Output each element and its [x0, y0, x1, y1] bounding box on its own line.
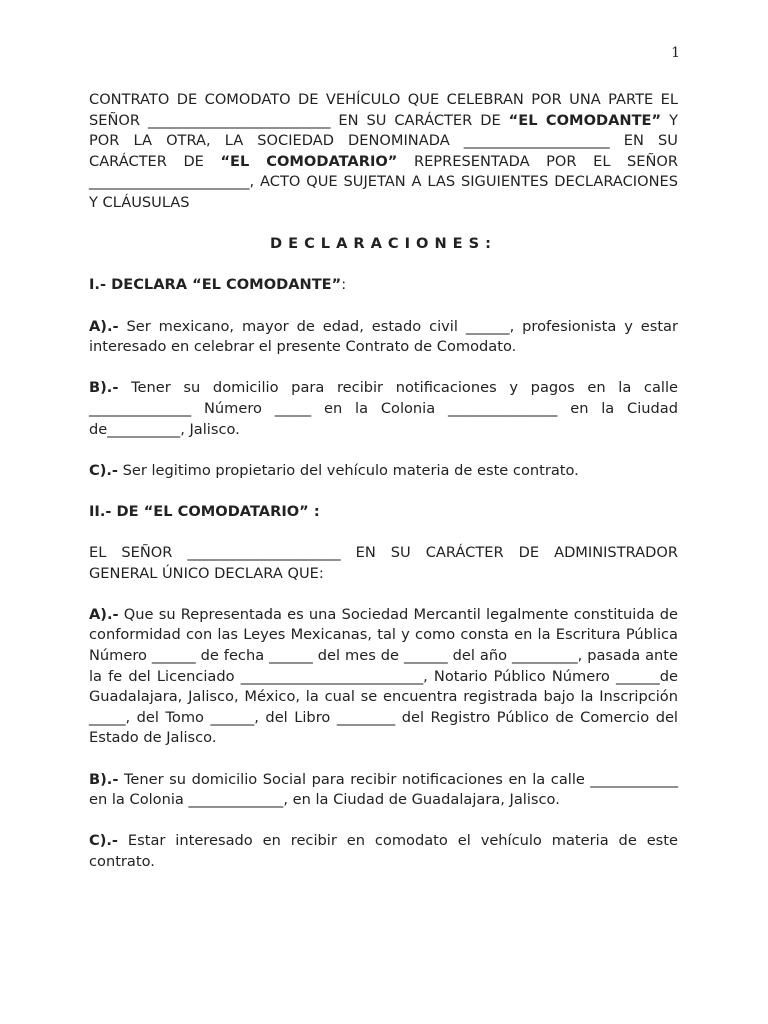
section-2-intro: EL SEÑOR _____________________ EN SU CARÁCTER DE ADMINISTRADOR GENERAL ÚNICO DECLARA QUE:: [89, 544, 678, 582]
section-1-title: I.- DECLARA “EL COMODANTE”: [89, 276, 342, 294]
section-1-heading: [89, 275, 678, 296]
clause-label: B).-: [89, 770, 119, 788]
page-number: 1: [671, 45, 680, 61]
section-2-clause-a: [89, 605, 678, 749]
intro-part-2: Y POR LA OTRA, LA SOCIEDAD DENOMINADA ____________________ EN SU CARÁCTER DE: [89, 111, 678, 170]
clause-text: Estar interesado en recibir en comodato el vehículo materia de este contrato.: [89, 832, 678, 870]
section-2-clause-c: [89, 831, 678, 872]
comodatario-term: “EL COMODATARIO”: [220, 152, 398, 170]
comodante-term: “EL COMODANTE”: [508, 111, 662, 129]
section-1-clause-a: [89, 317, 678, 358]
clause-text: Tener su domicilio Social para recibir notificaciones en la calle ____________ en la Colonia _____________, en la Ciudad de Guadalajara, Jalisco.: [89, 770, 678, 809]
declaraciones-heading: DECLARACIONES:: [270, 235, 497, 253]
section-1-clause-b: [89, 378, 678, 440]
clause-label: C).-: [89, 461, 118, 479]
clause-text: Tener su domicilio para recibir notificaciones y pagos en la calle ______________ Número _____ en la Colonia _______________ en la Ciudad de__________, Jalisco.: [89, 379, 678, 438]
clause-text: Ser mexicano, mayor de edad, estado civil ______, profesionista y estar interesado en celebrar el presente Contrato de Comodato.: [89, 317, 678, 356]
document-body: [89, 90, 678, 893]
section-2-title: II.- DE “EL COMODATARIO” :: [89, 502, 320, 520]
section-1-clause-c: [89, 461, 678, 482]
section-1-colon: :: [341, 276, 347, 294]
contract-intro: [89, 90, 678, 214]
clause-label: C).-: [89, 832, 118, 850]
clause-label: A).-: [89, 317, 119, 335]
intro-part-3: REPRESENTADA POR EL SEÑOR ______________________, ACTO QUE SUJETAN A LAS SIGUIENTES DECLARACIONES Y CLÁUSULAS: [89, 152, 679, 211]
clause-label: A).-: [89, 605, 119, 623]
clause-text: Que su Representada es una Sociedad Mercantil legalmente constituida de conformidad con las Leyes Mexicanas, tal y como consta en la Escritura Pública Número ______ de fecha ______ del mes de ______ del año _________, pasada ante la fe del Licenciado _________________________, Notario Público Número ______de Guadalajara, Jalisco, México, la cual se encuentra registrada bajo la Inscripción _____, del Tomo ______, del Libro ________ del Registro Público de Comercio del Estado de Jalisco.: [89, 605, 678, 747]
section-2-heading: [89, 502, 678, 523]
clause-label: B).-: [89, 379, 119, 397]
intro-part-1: CONTRATO DE COMODATO DE VEHÍCULO QUE CELEBRAN POR UNA PARTE EL SEÑOR _________________________ EN SU CARÁCTER DE: [89, 91, 678, 129]
section-2-clause-b: [89, 770, 678, 811]
clause-text: Ser legitimo propietario del vehículo materia de este contrato.: [117, 461, 579, 479]
